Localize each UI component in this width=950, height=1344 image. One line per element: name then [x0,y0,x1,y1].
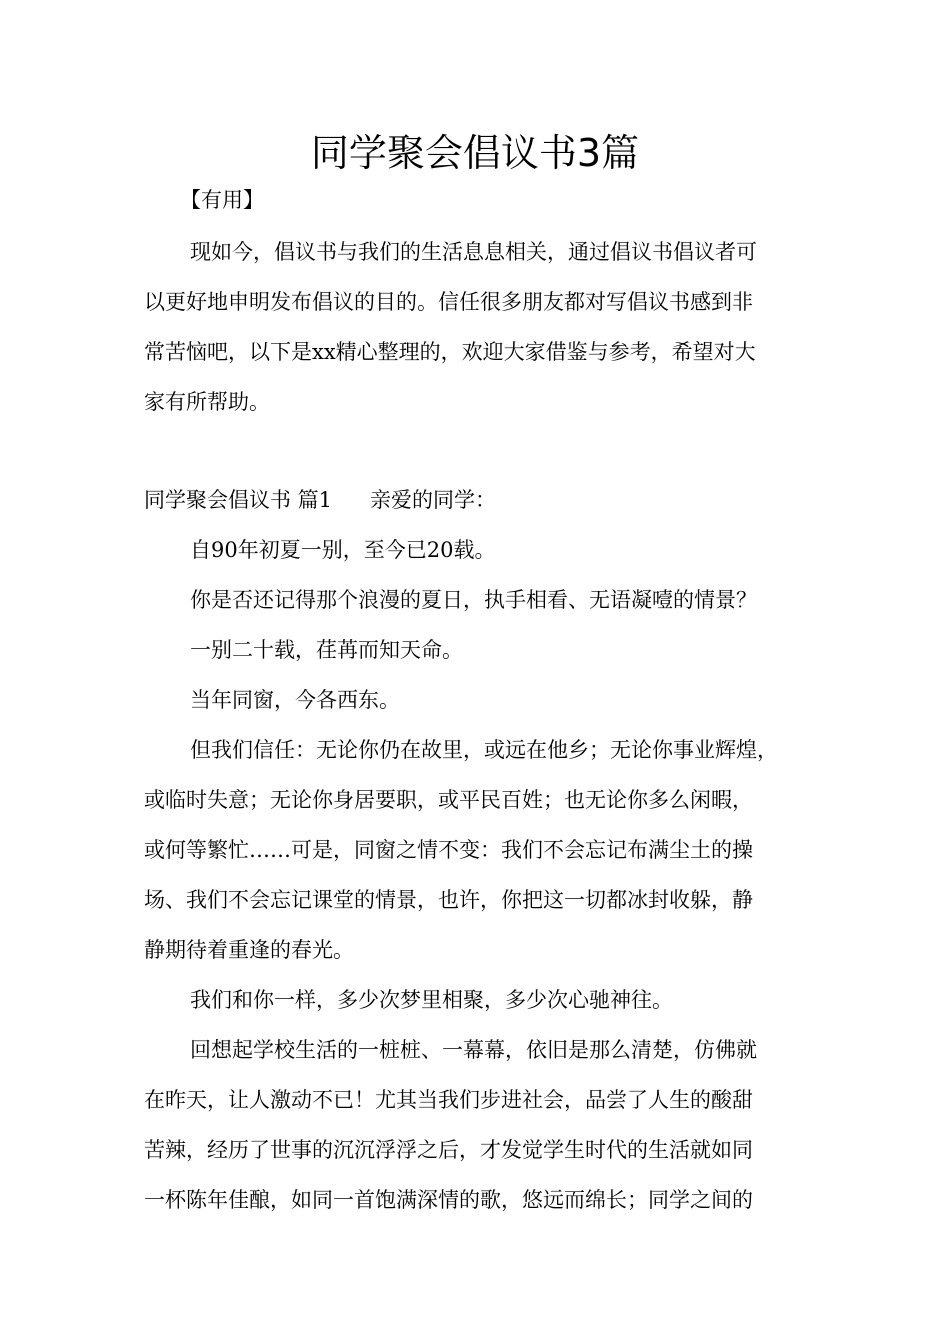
body-line: 回想起学校生活的一桩桩、一幕幕，依旧是那么清楚，仿佛就 [190,1038,757,1062]
body-line: 在昨天，让人激动不已！尤其当我们步进社会，品尝了人生的酸甜 [144,1088,753,1112]
body-line: 或临时失意；无论你身居要职，或平民百姓；也无论你多么闲暇， [144,788,753,812]
body-line: 我们和你一样，多少次梦里相聚，多少次心驰神往。 [190,988,673,1012]
document-title: 同学聚会倡议书3篇 [310,131,640,175]
document-tag: 【有用】 [180,188,264,212]
body-line: 当年同窗，今各西东。 [190,688,400,712]
body-line: 静期待着重逢的春光。 [144,938,354,962]
intro-line: 以更好地申明发布倡议的目的。信任很多朋友都对写倡议书感到非 [144,290,753,314]
intro-line: 常苦恼吧，以下是xx精心整理的，欢迎大家借鉴与参考，希望对大 [144,340,756,364]
intro-line: 家有所帮助。 [144,390,270,414]
body-line: 场、我们不会忘记课堂的情景，也许，你把这一切都冰封收躲，静 [144,888,753,912]
body-line: 自90年初夏一别，至今已20载。 [190,538,496,562]
body-line: 一杯陈年佳酿，如同一首饱满深情的歌，悠远而绵长；同学之间的 [144,1188,753,1212]
intro-line: 现如今，倡议书与我们的生活息息相关，通过倡议书倡议者可 [190,240,757,264]
body-line: 或何等繁忙……可是，同窗之情不变：我们不会忘记布满尘土的操 [144,838,753,862]
body-line: 一别二十载，荏苒而知天命。 [190,638,463,662]
body-line: 苦辣，经历了世事的沉沉浮浮之后，才发觉学生时代的生活就如同 [144,1138,753,1162]
salutation: 亲爱的同学： [370,488,497,512]
body-line: 你是否还记得那个浪漫的夏日，执手相看、无语凝噎的情景？ [190,588,757,612]
section-heading: 同学聚会倡议书 篇1 [144,488,333,512]
body-line: 但我们信任：无论你仍在故里，或远在他乡；无论你事业辉煌， [190,738,778,762]
section-heading-row [144,484,496,516]
